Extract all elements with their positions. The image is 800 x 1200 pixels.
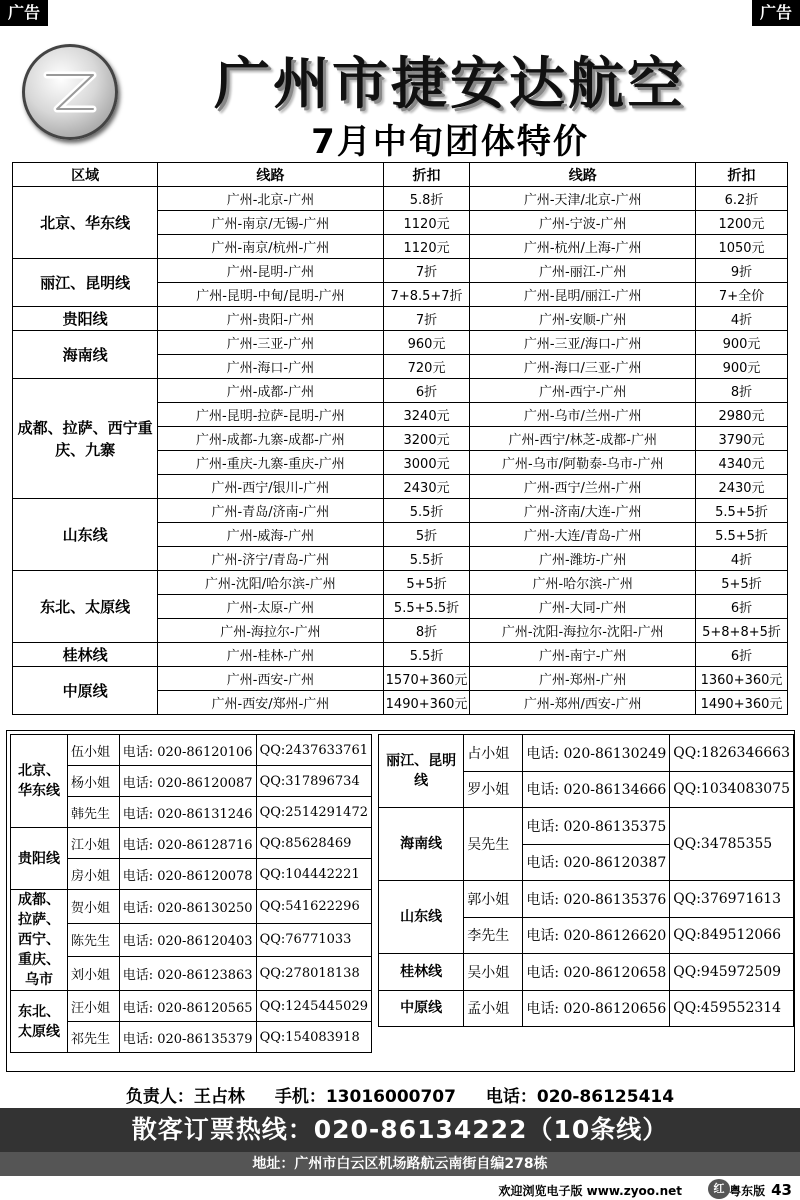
discount-cell: 5+8+8+5折 xyxy=(696,619,788,643)
price-row xyxy=(13,667,788,691)
contact-qq: QQ:945972509 xyxy=(670,954,794,991)
contact-name: 孟小姐 xyxy=(464,990,523,1027)
discount-cell: 6.2折 xyxy=(696,187,788,211)
discount-cell: 1120元 xyxy=(383,211,470,235)
discount-cell: 6折 xyxy=(383,379,470,403)
discount-cell: 7+全价 xyxy=(696,283,788,307)
manager-line xyxy=(0,1082,800,1107)
discount-cell: 3790元 xyxy=(696,427,788,451)
contact-phone: 电话: 020-86120078 xyxy=(119,859,256,890)
route-cell: 广州-大同-广州 xyxy=(470,595,696,619)
contact-name: 汪小姐 xyxy=(68,991,120,1022)
route-cell: 广州-威海-广州 xyxy=(158,523,383,547)
discount-cell: 900元 xyxy=(696,331,788,355)
contact-name: 韩先生 xyxy=(68,797,120,828)
discount-cell: 5+5折 xyxy=(696,571,788,595)
contact-group-name: 东北、太原线 xyxy=(11,991,68,1053)
route-cell: 广州-重庆-九寨-重庆-广州 xyxy=(158,451,383,475)
route-cell: 广州-丽江-广州 xyxy=(470,259,696,283)
contact-qq: QQ:278018138 xyxy=(256,957,371,991)
discount-cell: 6折 xyxy=(696,595,788,619)
route-cell: 广州-西安/郑州-广州 xyxy=(158,691,383,715)
route-cell: 广州-南京/杭州-广州 xyxy=(158,235,383,259)
contact-phone: 电话: 020-86120106 xyxy=(119,735,256,766)
contact-qq: QQ:1245445029 xyxy=(256,991,371,1022)
route-cell: 广州-昆明-中甸/昆明-广州 xyxy=(158,283,383,307)
contact-group-name: 贵阳线 xyxy=(11,828,68,890)
price-row xyxy=(13,307,788,331)
header-route: 线路 xyxy=(470,163,696,187)
contact-name: 祁先生 xyxy=(68,1022,120,1053)
contact-qq: QQ:849512066 xyxy=(670,917,794,954)
route-cell: 广州-北京-广州 xyxy=(158,187,383,211)
contact-name: 伍小姐 xyxy=(68,735,120,766)
region-cell: 山东线 xyxy=(13,499,158,571)
discount-cell: 5折 xyxy=(383,523,470,547)
contact-phone: 电话: 020-86120387 xyxy=(523,844,670,881)
contact-qq: QQ:1034083075 xyxy=(670,771,794,808)
contact-qq: QQ:541622296 xyxy=(256,890,371,924)
contact-group-name: 丽江、昆明线 xyxy=(379,735,464,808)
route-cell: 广州-三亚/海口-广州 xyxy=(470,331,696,355)
route-cell: 广州-郑州-广州 xyxy=(470,667,696,691)
contact-row xyxy=(11,991,372,1022)
discount-cell: 960元 xyxy=(383,331,470,355)
route-cell: 广州-海口/三亚-广州 xyxy=(470,355,696,379)
route-cell: 广州-哈尔滨-广州 xyxy=(470,571,696,595)
contact-name: 占小姐 xyxy=(464,735,523,772)
discount-cell: 1490+360元 xyxy=(383,691,470,715)
discount-cell: 2430元 xyxy=(696,475,788,499)
discount-cell: 4折 xyxy=(696,547,788,571)
route-cell: 广州-沈阳/哈尔滨-广州 xyxy=(158,571,383,595)
discount-cell: 3200元 xyxy=(383,427,470,451)
contact-phone: 电话: 020-86123863 xyxy=(119,957,256,991)
price-row xyxy=(13,499,788,523)
contact-group-name: 桂林线 xyxy=(379,954,464,991)
contact-phone: 电话: 020-86135376 xyxy=(523,881,670,918)
discount-cell: 1570+360元 xyxy=(383,667,470,691)
route-cell: 广州-桂林-广州 xyxy=(158,643,383,667)
discount-cell: 2430元 xyxy=(383,475,470,499)
ad-subtitle: 7月中旬团体特价 xyxy=(311,122,589,162)
route-cell: 广州-成都-九寨-成都-广州 xyxy=(158,427,383,451)
route-cell: 广州-西宁/林芝-成都-广州 xyxy=(470,427,696,451)
discount-cell: 5.5+5折 xyxy=(696,499,788,523)
price-row xyxy=(13,331,788,355)
contact-name: 陈先生 xyxy=(68,923,120,957)
company-name: 广州市捷安达航空 xyxy=(214,52,686,117)
contact-qq: QQ:459552314 xyxy=(670,990,794,1027)
footer-badge: 红 xyxy=(708,1179,730,1199)
contact-row xyxy=(379,990,794,1027)
price-row xyxy=(13,643,788,667)
discount-cell: 2980元 xyxy=(696,403,788,427)
contact-row xyxy=(379,954,794,991)
contact-qq: QQ:34785355 xyxy=(670,808,794,881)
header-region: 区域 xyxy=(13,163,158,187)
contact-qq: QQ:76771033 xyxy=(256,923,371,957)
region-cell: 东北、太原线 xyxy=(13,571,158,643)
contact-phone: 电话: 020-86135379 xyxy=(119,1022,256,1053)
page-footer xyxy=(0,1178,800,1200)
contact-qq: QQ:2514291472 xyxy=(256,797,371,828)
region-cell: 贵阳线 xyxy=(13,307,158,331)
contact-phone: 电话: 020-86120565 xyxy=(119,991,256,1022)
price-row xyxy=(13,571,788,595)
contact-name: 吴小姐 xyxy=(464,954,523,991)
route-cell: 广州-昆明-拉萨-昆明-广州 xyxy=(158,403,383,427)
contact-group-name: 北京、华东线 xyxy=(11,735,68,828)
route-cell: 广州-西宁/银川-广州 xyxy=(158,475,383,499)
discount-cell: 1490+360元 xyxy=(696,691,788,715)
manager-person: 负责人：王占林 xyxy=(125,1087,245,1107)
region-cell: 桂林线 xyxy=(13,643,158,667)
route-cell: 广州-南宁-广州 xyxy=(470,643,696,667)
discount-cell: 1360+360元 xyxy=(696,667,788,691)
price-row xyxy=(13,379,788,403)
contact-qq: QQ:317896734 xyxy=(256,766,371,797)
address-bar: 地址：广州市白云区机场路航云南街自编278栋 xyxy=(0,1152,800,1176)
price-row xyxy=(13,259,788,283)
contact-phone: 电话: 020-86120403 xyxy=(119,923,256,957)
route-cell: 广州-西宁/兰州-广州 xyxy=(470,475,696,499)
discount-cell: 8折 xyxy=(696,379,788,403)
contact-row xyxy=(11,890,372,924)
route-cell: 广州-三亚-广州 xyxy=(158,331,383,355)
contact-table-right xyxy=(378,734,794,1027)
discount-cell: 7折 xyxy=(383,307,470,331)
contact-row xyxy=(379,881,794,918)
discount-cell: 900元 xyxy=(696,355,788,379)
region-cell: 海南线 xyxy=(13,331,158,379)
logo-z-icon xyxy=(35,57,105,127)
price-row xyxy=(13,187,788,211)
page-number: 43 xyxy=(771,1181,792,1199)
route-cell: 广州-郑州/西安-广州 xyxy=(470,691,696,715)
contact-phone: 电话: 020-86120656 xyxy=(523,990,670,1027)
route-cell: 广州-天津/北京-广州 xyxy=(470,187,696,211)
discount-cell: 3000元 xyxy=(383,451,470,475)
route-cell: 广州-济宁/青岛-广州 xyxy=(158,547,383,571)
contact-table-left xyxy=(10,734,372,1053)
contact-qq: QQ:154083918 xyxy=(256,1022,371,1053)
contact-row xyxy=(379,735,794,772)
discount-cell: 5+5折 xyxy=(383,571,470,595)
contact-qq: QQ:1826346663 xyxy=(670,735,794,772)
header-discount: 折扣 xyxy=(696,163,788,187)
footer-edition xyxy=(729,1181,792,1199)
route-cell: 广州-贵阳-广州 xyxy=(158,307,383,331)
contact-name: 贺小姐 xyxy=(68,890,120,924)
discount-cell: 1200元 xyxy=(696,211,788,235)
contact-name: 江小姐 xyxy=(68,828,120,859)
contact-name: 房小姐 xyxy=(68,859,120,890)
route-cell: 广州-海口-广州 xyxy=(158,355,383,379)
route-cell: 广州-海拉尔-广州 xyxy=(158,619,383,643)
manager-phone: 电话：020-86125414 xyxy=(485,1087,675,1107)
contact-phone: 电话: 020-86130249 xyxy=(523,735,670,772)
discount-cell: 5.5折 xyxy=(383,499,470,523)
discount-cell: 1050元 xyxy=(696,235,788,259)
route-cell: 广州-安顺-广州 xyxy=(470,307,696,331)
contact-qq: QQ:104442221 xyxy=(256,859,371,890)
contact-name: 杨小姐 xyxy=(68,766,120,797)
route-cell: 广州-西宁-广州 xyxy=(470,379,696,403)
route-cell: 广州-乌市/阿勒泰-乌市-广州 xyxy=(470,451,696,475)
contact-qq: QQ:85628469 xyxy=(256,828,371,859)
contact-phone: 电话: 020-86128716 xyxy=(119,828,256,859)
route-cell: 广州-青岛/济南-广州 xyxy=(158,499,383,523)
header-route: 线路 xyxy=(158,163,383,187)
region-cell: 丽江、昆明线 xyxy=(13,259,158,307)
manager-mobile: 手机：13016000707 xyxy=(274,1087,456,1107)
price-header-row xyxy=(13,163,788,187)
route-cell: 广州-南京/无锡-广州 xyxy=(158,211,383,235)
route-cell: 广州-乌市/兰州-广州 xyxy=(470,403,696,427)
ad-tag-left: 广告 xyxy=(0,0,48,26)
contact-qq: QQ:376971613 xyxy=(670,881,794,918)
contact-group-name: 成都、拉萨、西宁、重庆、乌市 xyxy=(11,890,68,991)
contact-phone: 电话: 020-86120658 xyxy=(523,954,670,991)
discount-cell: 5.5折 xyxy=(383,547,470,571)
discount-cell: 6折 xyxy=(696,643,788,667)
discount-cell: 4340元 xyxy=(696,451,788,475)
route-cell: 广州-杭州/上海-广州 xyxy=(470,235,696,259)
discount-cell: 8折 xyxy=(383,619,470,643)
route-cell: 广州-潍坊-广州 xyxy=(470,547,696,571)
route-cell: 广州-大连/青岛-广州 xyxy=(470,523,696,547)
region-cell: 北京、华东线 xyxy=(13,187,158,259)
contact-phone: 电话: 020-86126620 xyxy=(523,917,670,954)
contact-name: 李先生 xyxy=(464,917,523,954)
contact-qq: QQ:2437633761 xyxy=(256,735,371,766)
contact-group-name: 海南线 xyxy=(379,808,464,881)
contact-row xyxy=(379,808,794,845)
contact-phone: 电话: 020-86131246 xyxy=(119,797,256,828)
contact-name: 吴先生 xyxy=(464,808,523,881)
edition-label: 粤东版 xyxy=(729,1184,766,1198)
discount-cell: 7折 xyxy=(383,259,470,283)
discount-cell: 4折 xyxy=(696,307,788,331)
route-cell: 广州-济南/大连-广州 xyxy=(470,499,696,523)
contact-group-name: 中原线 xyxy=(379,990,464,1027)
discount-cell: 5.5折 xyxy=(383,643,470,667)
price-table xyxy=(12,162,788,715)
route-cell: 广州-昆明-广州 xyxy=(158,259,383,283)
contact-name: 郭小姐 xyxy=(464,881,523,918)
discount-cell: 5.5+5.5折 xyxy=(383,595,470,619)
contact-phone: 电话: 020-86120087 xyxy=(119,766,256,797)
route-cell: 广州-成都-广州 xyxy=(158,379,383,403)
company-logo xyxy=(22,44,118,140)
route-cell: 广州-昆明/丽江-广州 xyxy=(470,283,696,307)
contact-phone: 电话: 020-86134666 xyxy=(523,771,670,808)
route-cell: 广州-宁波-广州 xyxy=(470,211,696,235)
footer-website: 欢迎浏览电子版 www.zyoo.net xyxy=(498,1184,682,1198)
contact-row xyxy=(11,735,372,766)
discount-cell: 7+8.5+7折 xyxy=(383,283,470,307)
discount-cell: 3240元 xyxy=(383,403,470,427)
region-cell: 中原线 xyxy=(13,667,158,715)
contact-phone: 电话: 020-86135375 xyxy=(523,808,670,845)
contact-group-name: 山东线 xyxy=(379,881,464,954)
ad-tag-right: 广告 xyxy=(752,0,800,26)
discount-cell: 1120元 xyxy=(383,235,470,259)
hotline-banner: 散客订票热线：020-86134222（10条线） xyxy=(0,1108,800,1152)
contact-name: 刘小姐 xyxy=(68,957,120,991)
route-cell: 广州-太原-广州 xyxy=(158,595,383,619)
discount-cell: 5.8折 xyxy=(383,187,470,211)
contact-phone: 电话: 020-86130250 xyxy=(119,890,256,924)
header-discount: 折扣 xyxy=(383,163,470,187)
contact-row xyxy=(11,828,372,859)
region-cell: 成都、拉萨、西宁重庆、九寨 xyxy=(13,379,158,499)
discount-cell: 5.5+5折 xyxy=(696,523,788,547)
route-cell: 广州-沈阳-海拉尔-沈阳-广州 xyxy=(470,619,696,643)
discount-cell: 720元 xyxy=(383,355,470,379)
discount-cell: 9折 xyxy=(696,259,788,283)
route-cell: 广州-西安-广州 xyxy=(158,667,383,691)
contact-name: 罗小姐 xyxy=(464,771,523,808)
